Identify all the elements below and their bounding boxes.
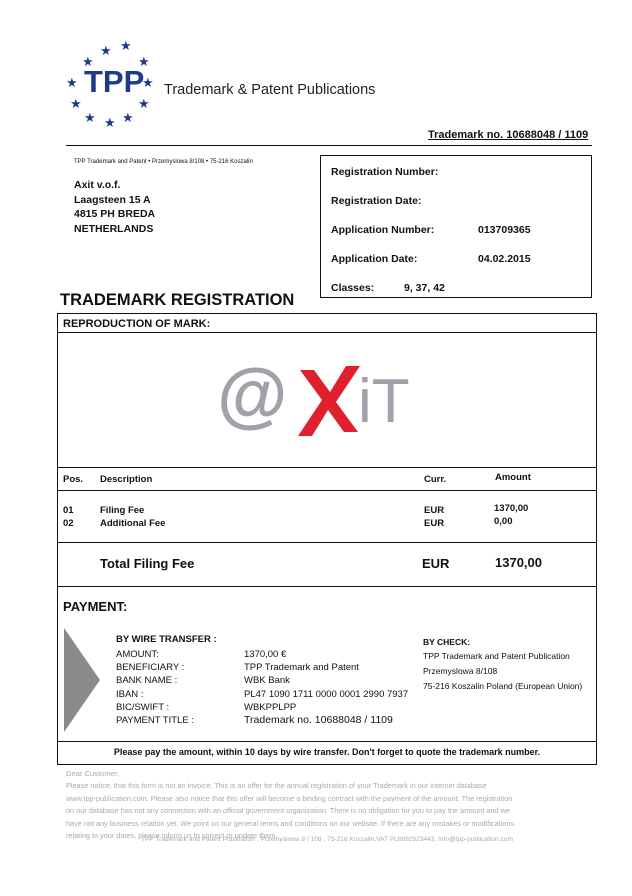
classes-value: 9, 37, 42 [404,282,445,294]
footer-greeting: Dear Customer, [66,769,120,778]
footer-line: www.tpp-publication.com. Please also notice that this offer will become a binding contract with the payment of the amount. The registration [66,793,513,803]
star-icon: ★ [82,54,94,69]
trademark-number: Trademark no. 10688048 / 1109 [428,129,589,141]
trademark-mark-image [212,356,422,436]
star-icon: ★ [138,96,150,111]
star-icon: ★ [100,43,112,58]
wire-label: BENEFICIARY : [116,662,185,674]
star-icon: ★ [104,115,116,130]
wire-label: BIC/SWIFT : [116,701,170,713]
divider [57,586,597,587]
fee-row-desc: Additional Fee [100,518,166,529]
reproduction-label: REPRODUCTION OF MARK: [63,318,211,330]
check-line: 75-216 Koszalin Poland (European Union) [423,681,583,691]
logo-text: TPP [84,64,145,99]
footer-line: have not any business relation yet. We point on our general terms and conditions on our website. If there are any mistakes or modifications [66,818,515,828]
mark-it-text: iT [358,367,410,436]
total-currency: EUR [422,556,450,571]
footer-line: on our database has not any connection with an official government organization. There is no obligation for you to pay the amount and we [66,806,510,816]
check-address [423,649,582,694]
application-number-label: Application Number: [331,224,435,236]
check-line: TPP Trademark and Patent Publication [423,651,570,661]
recipient-line: Laagsteen 15 A [74,193,151,206]
star-icon: ★ [70,96,82,111]
wire-value: 1370,00 € [244,649,287,660]
footer-line: Please notice, that this form is not an invoice. This is an offer for the annual registration of your Trademark in our internet database [66,781,487,791]
star-icon: ★ [84,110,96,125]
recipient-line: Axit v.o.f. [74,179,121,191]
application-date-value: 04.02.2015 [478,253,531,265]
check-line: Przemyslowa 8/108 [423,666,498,676]
recipient-line: 4815 PH BREDA [74,208,156,220]
divider [57,542,597,543]
fee-row-curr: EUR [424,518,445,529]
wire-value: PL47 1090 1711 0000 0001 2990 7937 [244,688,409,700]
mark-at-symbol: @ [216,356,287,436]
wire-value: WBKPPLPP [244,701,297,713]
wire-title: BY WIRE TRANSFER : [116,634,217,645]
mark-x-letter [298,366,360,436]
col-header-pos: Pos. [63,474,84,485]
wire-value: WBK Bank [244,675,290,687]
recipient-address [74,178,155,236]
divider [57,332,597,333]
total-label: Total Filing Fee [100,556,195,571]
footer-disclaimer [66,768,596,842]
arrow-icon [64,628,100,737]
fee-row-curr: EUR [424,505,445,516]
divider [57,490,597,491]
wire-label: PAYMENT TITLE : [116,715,194,727]
payment-notice: Please pay the amount, within 10 days by wire transfer. Don't forget to quote the trademark number. [113,747,541,757]
wire-value: TPP Trademark and Patent [244,662,359,674]
wire-label: IBAN : [116,688,144,700]
fee-row-amount: 0,00 [494,516,513,527]
fee-row-pos: 01 [63,505,74,516]
star-icon: ★ [142,75,154,90]
star-icon: ★ [138,54,150,69]
footer-contact: TPP Trademark and Patent Publication , Przemyslowa 8 / 108 , 75-216 Koszalin,VAT PL6692523443, Info@tpp-publication.com [140,836,513,843]
total-amount: 1370,00 [495,555,542,570]
footer-line: relating to your dates, please inform us to correct or update them. [66,831,278,841]
header-rule [66,145,592,146]
col-header-currency: Curr. [424,474,447,485]
wire-values [244,648,408,727]
star-icon: ★ [120,38,132,53]
wire-label: AMOUNT: [116,649,159,660]
star-icon: ★ [122,110,134,125]
application-number-value: 013709365 [478,224,531,236]
col-header-description: Description [100,474,153,485]
fee-row-amount: 1370,00 [494,503,529,514]
star-icon: ★ [66,75,78,90]
col-header-amount: Amount [495,472,531,483]
wire-labels [116,648,194,727]
divider [57,741,597,742]
company-title: Trademark & Patent Publications [164,82,376,98]
payment-title: PAYMENT: [63,599,128,614]
fee-row-pos: 02 [63,518,74,529]
document-title: TRADEMARK REGISTRATION [60,291,295,309]
check-title: BY CHECK: [423,637,471,647]
registration-date-label: Registration Date: [331,195,422,207]
fee-row-desc: Filing Fee [100,505,145,516]
registration-number-label: Registration Number: [331,166,439,178]
recipient-line: NETHERLANDS [74,222,154,235]
classes-label: Classes: [331,282,375,294]
divider [57,467,597,468]
application-date-label: Application Date: [331,253,418,265]
sender-line: TPP Trademark and Patent • Przemyslowa 8/108 • 75-216 Koszalin [74,159,253,165]
wire-label: BANK NAME : [116,675,178,687]
wire-value: Trademark no. 10688048 / 1109 [244,714,393,727]
